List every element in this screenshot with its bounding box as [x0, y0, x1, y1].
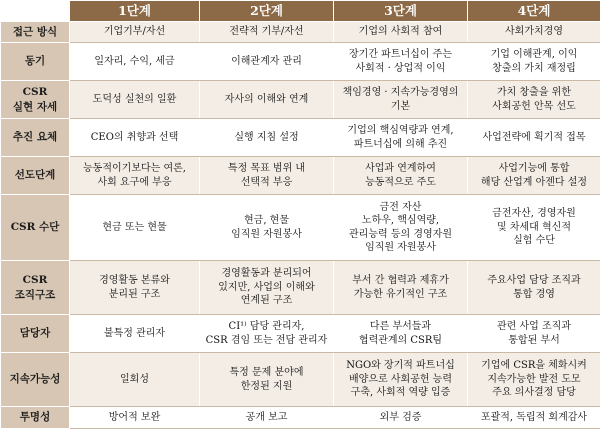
stage-header-2: 2단계 [200, 1, 334, 22]
table-row [1, 22, 600, 43]
table-cell: NGO와 장기적 파트너십 배양으로 사회공헌 능력 구축, 사회적 역량 입증 [334, 353, 468, 407]
table-cell: 가치 창출을 위한 사회공헌 안목 선도 [468, 81, 600, 119]
table-cell: 기업기부/자선 [70, 22, 200, 43]
row-label: 선도단계 [1, 157, 70, 195]
table-row [1, 195, 600, 261]
table-cell: 전략적 기부/자선 [200, 22, 334, 43]
row-label: 담당자 [1, 315, 70, 353]
stage-header-4: 4단계 [468, 1, 600, 22]
table-cell: 기업에 CSR을 체화시켜 지속가능한 발전 도모 주요 의사결정 담당 [468, 353, 600, 407]
table-cell: 책임경영 · 지속가능경영의 기본 [334, 81, 468, 119]
header-row [1, 1, 600, 22]
table-row [1, 261, 600, 315]
row-label: 동기 [1, 43, 70, 81]
table-cell: 외부 검증 [334, 407, 468, 429]
table-cell: 도덕성 실천의 일환 [70, 81, 200, 119]
table-cell: 주요사업 담당 조직과 통합 경영 [468, 261, 600, 315]
header-corner [1, 1, 70, 22]
table-row [1, 119, 600, 157]
table-cell: 사회가치경영 [468, 22, 600, 43]
table-cell: 부서 간 협력과 제휴가 가능한 유기적인 구조 [334, 261, 468, 315]
table-cell: 일자리, 수익, 세금 [70, 43, 200, 81]
table-row [1, 157, 600, 195]
table-cell: 능동적이기보다는 여론, 사회 요구에 부응 [70, 157, 200, 195]
row-label: 접근 방식 [1, 22, 70, 43]
table-cell: CI¹⁾ 담당 관리자, CSR 겸임 또는 전담 관리자 [200, 315, 334, 353]
table-cell: 방어적 보완 [70, 407, 200, 429]
table-cell: 자사의 이해와 연계 [200, 81, 334, 119]
table-row [1, 81, 600, 119]
table-cell: 특정 목표 범위 내 선택적 부응 [200, 157, 334, 195]
table-cell: 포괄적, 독립적 회계감사 [468, 407, 600, 429]
table-cell: 기업의 핵심역량과 연계, 파트너십에 의해 추진 [334, 119, 468, 157]
table-cell: 사업전략에 획기적 접목 [468, 119, 600, 157]
table-cell: 일회성 [70, 353, 200, 407]
table-cell: 특정 문제 분야에 한정된 지원 [200, 353, 334, 407]
table-body [1, 22, 600, 429]
table-row [1, 353, 600, 407]
table-cell: 사업기능에 통합 해당 산업계 아젠다 설정 [468, 157, 600, 195]
row-label: 지속가능성 [1, 353, 70, 407]
table-cell: 이해관계자 관리 [200, 43, 334, 81]
table-cell: 실행 지침 설정 [200, 119, 334, 157]
row-label: 투명성 [1, 407, 70, 429]
row-label: CSR 조직구조 [1, 261, 70, 315]
table-cell: CEO의 취향과 선택 [70, 119, 200, 157]
table-cell: 불특정 관리자 [70, 315, 200, 353]
row-label: CSR 수단 [1, 195, 70, 261]
table-row [1, 315, 600, 353]
table-cell: 경영활동 본류와 분리된 구조 [70, 261, 200, 315]
table-cell: 공개 보고 [200, 407, 334, 429]
row-label: CSR 실현 자세 [1, 81, 70, 119]
table-cell: 현금, 현물 임직원 자원봉사 [200, 195, 334, 261]
table-cell: 기업의 사회적 참여 [334, 22, 468, 43]
table-cell: 장기간 파트너십이 주는 사회적 · 상업적 이익 [334, 43, 468, 81]
table-header [1, 1, 600, 22]
table-cell: 금전 자산 노하우, 핵심역량, 관리능력 등의 경영자원 임직원 자원봉사 [334, 195, 468, 261]
table-cell: 기업 이해관계, 이익 창출의 가치 재정립 [468, 43, 600, 81]
table-row [1, 43, 600, 81]
table-cell: 관련 사업 조직과 통합된 부서 [468, 315, 600, 353]
table-cell: 사업과 연계하여 능동적으로 주도 [334, 157, 468, 195]
table-cell: 경영활동과 분리되어 있지만, 사업의 이해와 연계된 구조 [200, 261, 334, 315]
table-row [1, 407, 600, 429]
stage-header-1: 1단계 [70, 1, 200, 22]
table-cell: 현금 또는 현물 [70, 195, 200, 261]
table-cell: 다른 부서들과 협력관계의 CSR팀 [334, 315, 468, 353]
table-cell: 금전자산, 경영자원 및 차세대 혁신적 실험 수단 [468, 195, 600, 261]
stage-header-3: 3단계 [334, 1, 468, 22]
row-label: 추진 요체 [1, 119, 70, 157]
